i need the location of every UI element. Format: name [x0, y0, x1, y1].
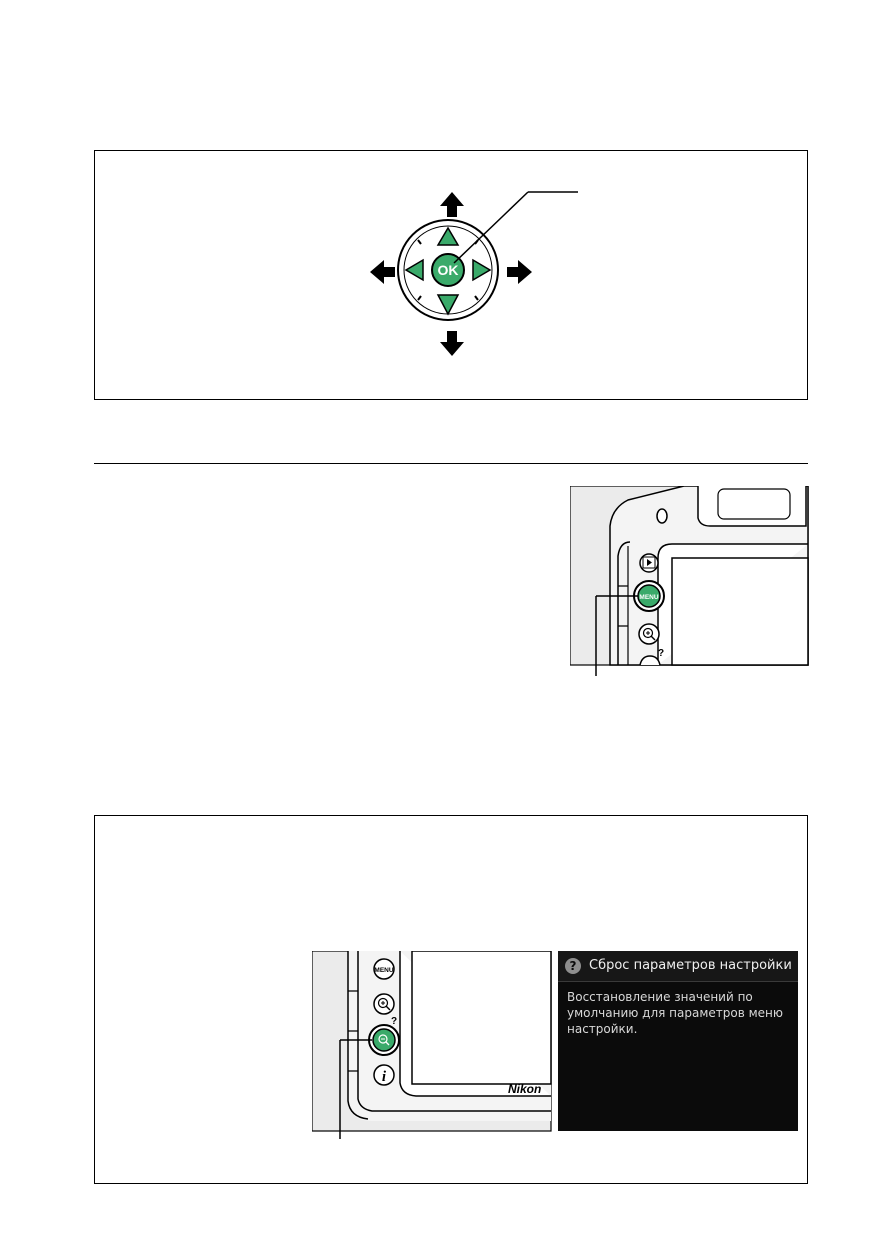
camera-back-help-illustration: [312, 951, 552, 1141]
info-icon: i: [381, 1069, 387, 1085]
arrow-right-icon: [507, 260, 532, 284]
menu-button-label: MENU: [374, 967, 394, 974]
monitor-screen: [672, 558, 808, 665]
zoom-out-help-button[interactable]: [373, 1029, 395, 1051]
arrow-down-icon: [440, 331, 464, 356]
camera-back-illustration: [570, 486, 810, 676]
arrow-left-icon: [370, 260, 395, 284]
eye-sensor: [657, 509, 667, 523]
section-rule: [94, 463, 808, 464]
help-title-bar: [558, 951, 798, 982]
zoom-in-button[interactable]: [639, 624, 659, 644]
help-symbol: ?: [658, 648, 665, 659]
multi-selector-diagram: [350, 180, 590, 360]
help-title: Сброс параметров настройки: [589, 958, 792, 973]
help-icon: ?: [565, 958, 581, 974]
ok-button-label: OK: [437, 262, 459, 278]
arrow-up-icon: [440, 192, 464, 217]
brand-logo: Nikon: [508, 1082, 542, 1096]
help-screen: [558, 951, 798, 1131]
menu-button-label: MENU: [639, 594, 659, 601]
monitor-screen: [412, 951, 551, 1084]
help-body-text: Восстановление значений по умолчанию для параметров меню настройки.: [567, 990, 783, 1036]
help-symbol: ?: [391, 1016, 398, 1027]
zoom-in-button[interactable]: [374, 994, 394, 1014]
